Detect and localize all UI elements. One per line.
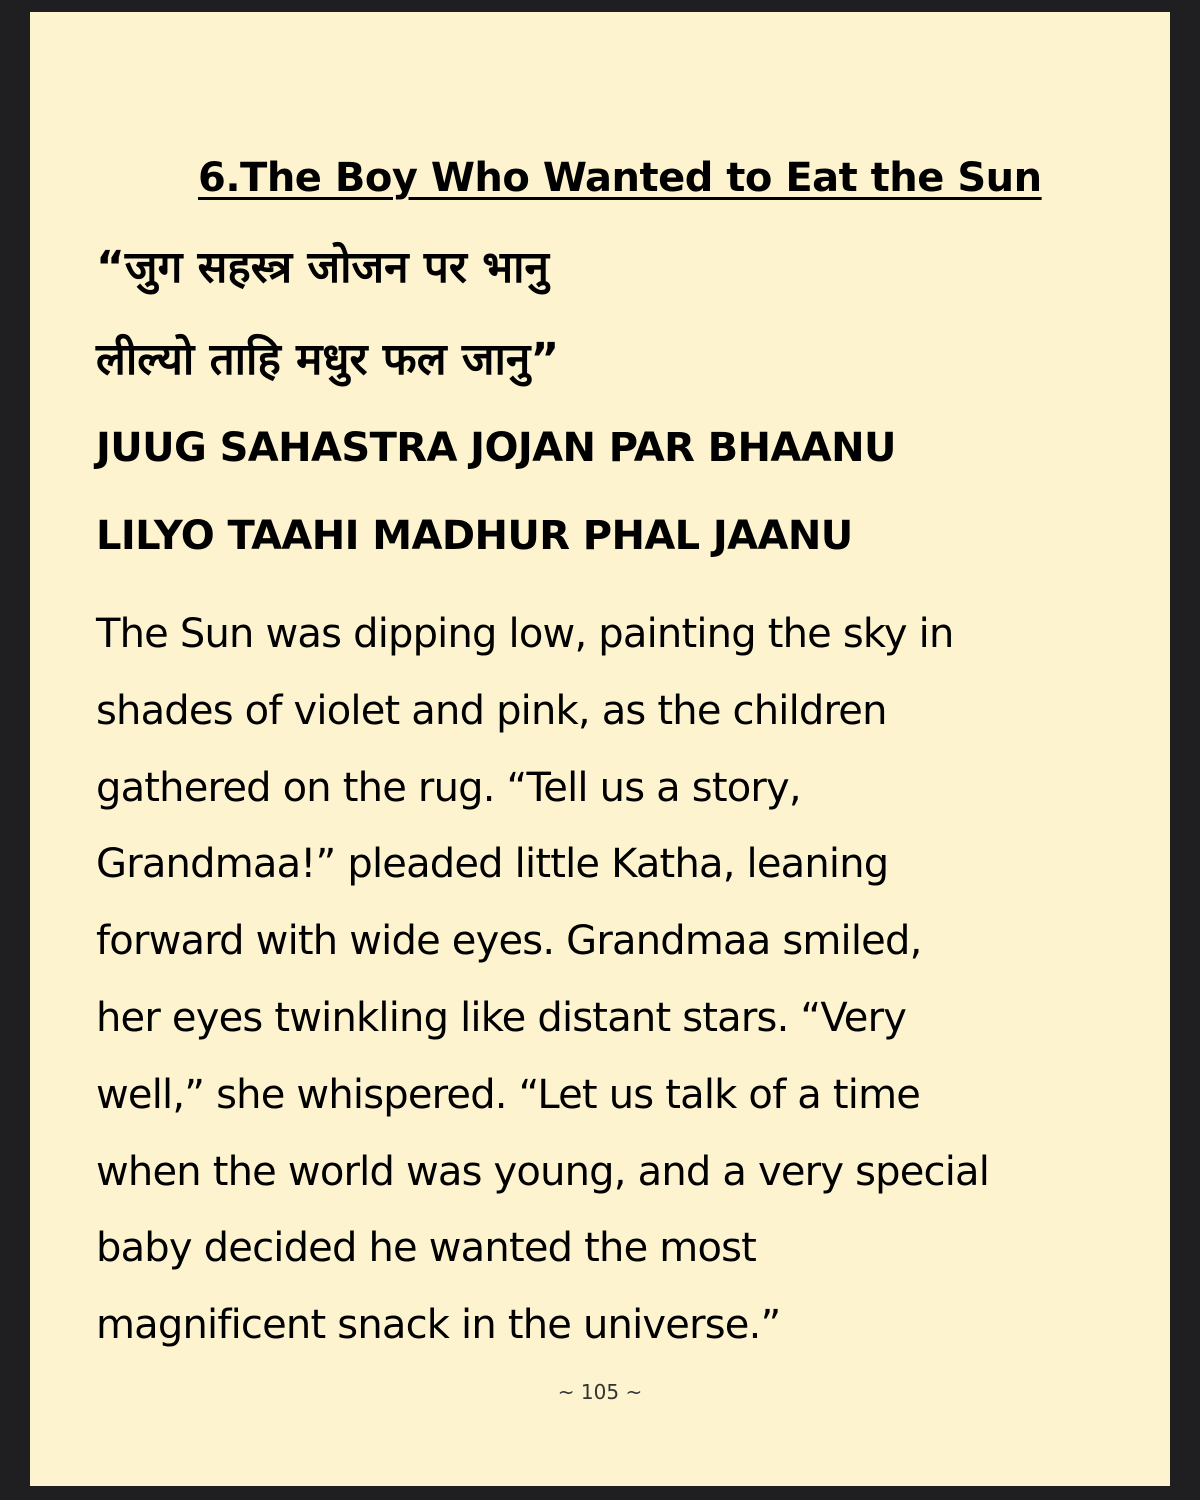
verse-transliteration-line-2: LILYO TAAHI MADHUR PHAL JAANU xyxy=(96,513,853,559)
paragraph-line: her eyes twinkling like distant stars. “Very xyxy=(96,994,907,1041)
paragraph-line: well,” she whispered. “Let us talk of a time xyxy=(96,1071,921,1118)
paragraph-line: gathered on the rug. “Tell us a story, xyxy=(96,764,801,811)
paragraph-line: when the world was young, and a very special xyxy=(96,1148,990,1195)
book-page xyxy=(30,12,1170,1486)
verse-hindi-line-1: “जुग सहस्त्र जोजन पर भानु xyxy=(96,242,549,293)
verse-transliteration-line-1: JUUG SAHASTRA JOJAN PAR BHAANU xyxy=(96,425,896,471)
story-paragraph xyxy=(96,596,1146,1364)
paragraph-line: Grandmaa!” pleaded little Katha, leaning xyxy=(96,841,889,888)
paragraph-line: shades of violet and pink, as the children xyxy=(96,687,887,734)
paragraph-line: forward with wide eyes. Grandmaa smiled, xyxy=(96,918,922,965)
paragraph-line: The Sun was dipping low, painting the sky in xyxy=(96,611,954,657)
paragraph-line: baby decided he wanted the most xyxy=(96,1225,757,1272)
chapter-title: 6.The Boy Who Wanted to Eat the Sun xyxy=(198,155,1042,201)
verse-hindi-line-2: लील्यो ताहि मधुर फल जानु” xyxy=(96,334,560,385)
page-number: ~ 105 ~ xyxy=(557,1380,643,1404)
paragraph-line: magnificent snack in the universe.” xyxy=(96,1302,781,1349)
